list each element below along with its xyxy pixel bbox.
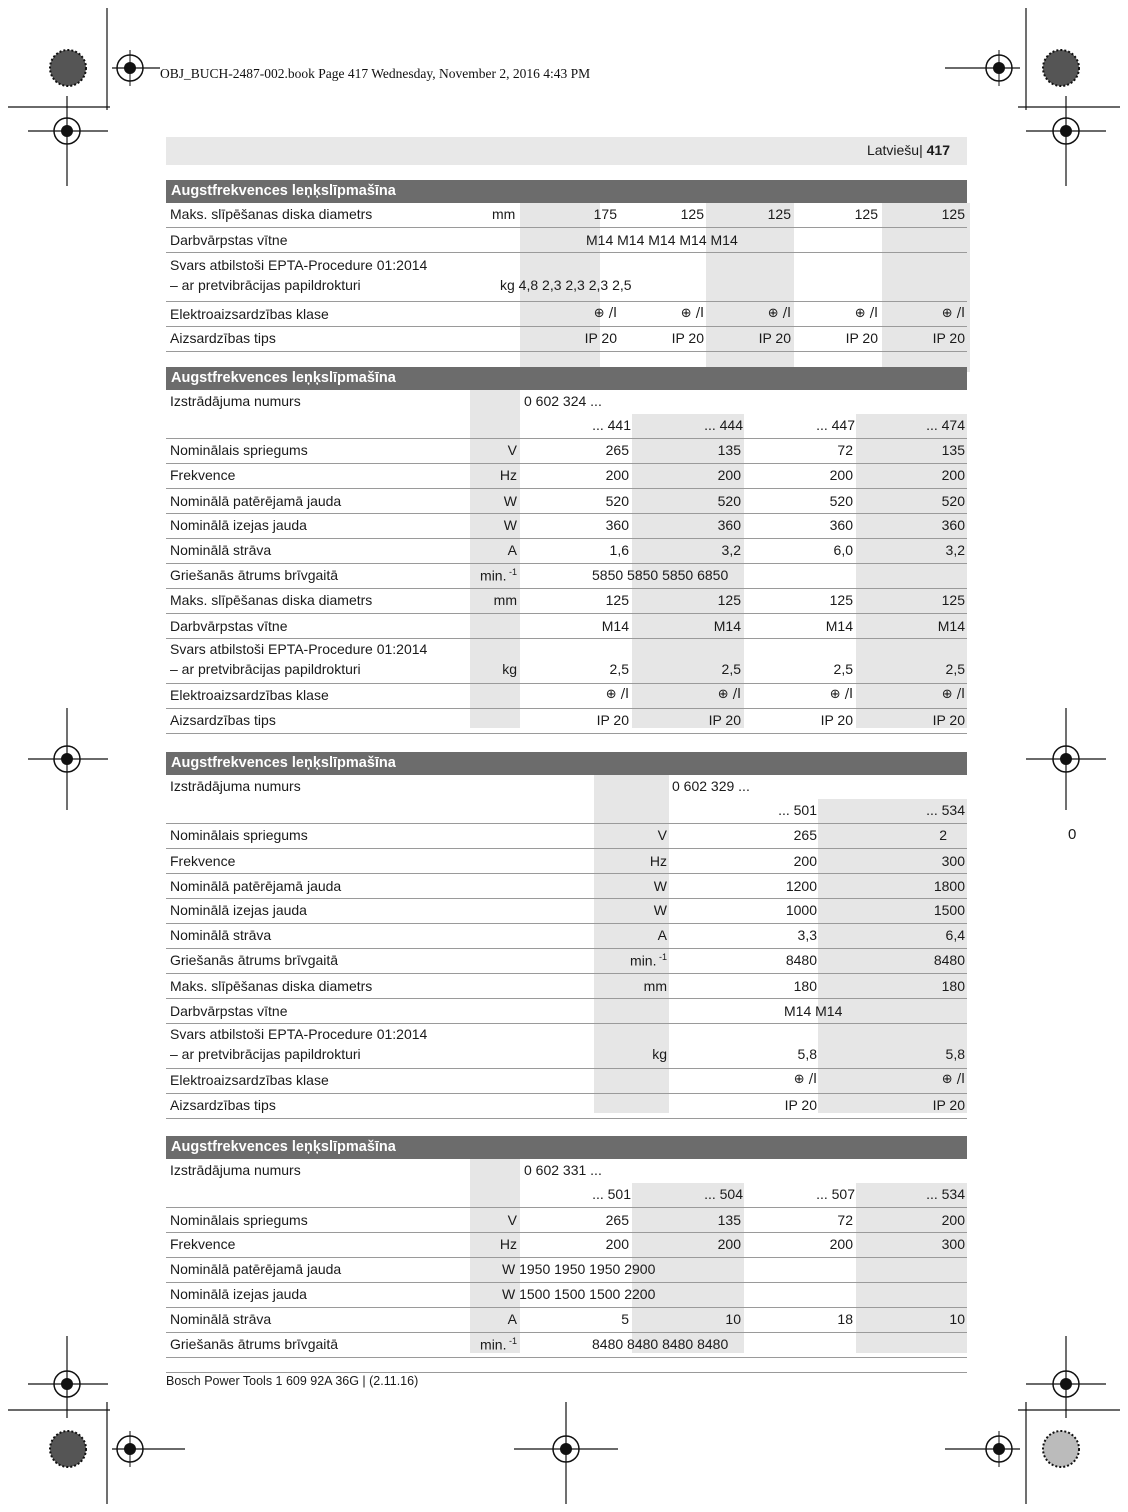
table-row (166, 824, 967, 849)
cell-values-4: 125 (941, 206, 965, 222)
table-row (166, 924, 967, 949)
table-row (166, 775, 967, 799)
cell-8-label: Svars atbilstoši EPTA-Procedure 01:2014 (170, 1026, 428, 1042)
cell-values-0: 1200 (785, 878, 817, 894)
cell-values-2: 2,5 (833, 661, 853, 677)
cell-0-label: Nominālais spriegums (170, 442, 308, 458)
cell-2-label: Nominālā patērējamā jauda (170, 493, 342, 509)
table-row (166, 564, 967, 589)
table-row (166, 974, 967, 999)
cell-10-label: Aizsardzības tips (170, 712, 276, 728)
cell-values-3: 3,2 (945, 542, 965, 558)
table-title: Augstfrekvences leņķslīpmašīna (166, 752, 967, 775)
table-row (166, 949, 967, 974)
cell-values-0: 265 (793, 827, 817, 843)
cell-values-1: 125 (717, 592, 741, 608)
cell-values-1: 520 (717, 493, 741, 509)
table-row (166, 709, 967, 734)
cell-0-unit: V (507, 1212, 517, 1228)
cell-values-1: IP 20 (671, 330, 704, 346)
table-row (166, 203, 967, 228)
cell-values-1: 300 (941, 853, 965, 869)
cell-values-3: 200 (941, 467, 965, 483)
cell-1-unit: Hz (499, 1236, 517, 1252)
table-row (166, 1069, 967, 1094)
table-row (166, 614, 967, 639)
cell-values-3: 300 (941, 1236, 965, 1252)
cell-values-1: 5,8 (945, 1046, 965, 1062)
cell-values-0: kg 4,8 2,3 2,3 2,3 2,5 (500, 277, 632, 293)
cell-values-0: M14 M14 (784, 1003, 843, 1019)
table-title: Augstfrekvences leņķslīpmašīna (166, 180, 967, 203)
cell-5-unit: min. $^{-1}$ (480, 567, 517, 584)
cell-values-0: 265 (605, 442, 629, 458)
page-number: 417 (926, 142, 950, 158)
cell-values-0: 5 (621, 1311, 629, 1327)
cell-4-label: Aizsardzības tips (170, 330, 276, 346)
cell-values-1: ⊕ /I (717, 687, 741, 702)
table-row (166, 539, 967, 564)
cell-9-label: Elektroaizsardzības klase (170, 1072, 329, 1088)
cell-values-2: 72 (837, 1212, 853, 1228)
cell-values-2: 72 (837, 442, 853, 458)
cell-models-3: ... 474 (926, 417, 965, 433)
cell-4-unit: A (507, 542, 517, 558)
cell-6-unit: mm (643, 978, 667, 994)
cell-2-label2: – ar pretvibrācijas papildrokturi (170, 277, 361, 293)
table-row (166, 489, 967, 514)
cell-6-label: Maks. slīpēšanas diska diametrs (170, 592, 373, 608)
cell-values-0: ⊕ /I (593, 306, 617, 321)
table-title: Augstfrekvences leņķslīpmašīna (166, 1136, 967, 1159)
cell-1-unit: Hz (499, 467, 517, 483)
cell-values-4: IP 20 (932, 330, 965, 346)
cell-values-1: 1500 (933, 902, 965, 918)
cell-4-unit: A (657, 927, 667, 943)
cell-1-unit: Hz (649, 853, 667, 869)
table-row (166, 414, 967, 439)
cell-values-3: ⊕ /I (941, 687, 965, 702)
cell-3-unit: W (653, 902, 667, 918)
cell-3-unit: W (503, 517, 517, 533)
table-row (166, 874, 967, 899)
cell-3-label: Nominālā izejas jauda (170, 517, 307, 533)
cell-values-3: ⊕ /I (854, 306, 878, 321)
cell-values-0: W 1500 1500 1500 2200 (502, 1286, 656, 1302)
table-row (166, 799, 967, 824)
cell-2-unit: W (503, 493, 517, 509)
cell-models-1: ... 504 (704, 1186, 743, 1202)
table-row (166, 589, 967, 614)
cell-values-0: 2,5 (609, 661, 629, 677)
cell-5-unit: min. $^{-1}$ (630, 952, 667, 969)
cell-values-0: 180 (793, 978, 817, 994)
cell-values-2: 6,0 (833, 542, 853, 558)
cell-models-1: ... 444 (704, 417, 743, 433)
unit-exponent: -1 (506, 567, 517, 577)
table-row (166, 999, 967, 1024)
cell-5-label: Griešanās ātrums brīvgaitā (170, 567, 339, 583)
cell-values-0: 265 (605, 1212, 629, 1228)
table-row (166, 1283, 967, 1308)
cell-1-label: Frekvence (170, 853, 236, 869)
cell-values-1: IP 20 (932, 1097, 965, 1113)
cell-1-label: Darbvārpstas vītne (170, 232, 288, 248)
spec-table-1 (166, 180, 967, 352)
cell-models-0: ... 501 (778, 802, 817, 818)
cell-values-2: 200 (829, 467, 853, 483)
table-row (166, 464, 967, 489)
cell-values-0: 8480 8480 8480 8480 (592, 1336, 729, 1352)
cell-values-1: ⊕ /I (680, 306, 704, 321)
cell-values-1: 135 (717, 442, 741, 458)
cell-values-3: IP 20 (932, 712, 965, 728)
cell-values-0: W 1950 1950 1950 2900 (502, 1261, 656, 1277)
table-row (166, 684, 967, 709)
table-row (166, 253, 967, 302)
cell-values-2: 520 (829, 493, 853, 509)
unit-exponent: -1 (506, 1336, 517, 1346)
cell-8-unit: kg (652, 1046, 667, 1062)
table-row (166, 1308, 967, 1333)
cell-models-1: ... 534 (926, 802, 965, 818)
cell-values-1: 2 (939, 827, 947, 843)
cell-values-1: 125 (680, 206, 704, 222)
cell-8-unit: kg (502, 661, 517, 677)
cell-5-label: Griešanās ātrums brīvgaitā (170, 952, 339, 968)
cell-values-0: ⊕ /I (605, 687, 629, 702)
cell-values-1: 200 (717, 467, 741, 483)
cell-values-0: 125 (605, 592, 629, 608)
cell-values-3: 125 (941, 592, 965, 608)
table-row (166, 1024, 967, 1069)
cell-values-0: 8480 (785, 952, 817, 968)
cell-values-0: 520 (605, 493, 629, 509)
cell-4-label: Nominālā strāva (170, 542, 272, 558)
cell-values-1: 6,4 (945, 927, 965, 943)
unit-exponent: -1 (656, 952, 667, 962)
table-row (166, 514, 967, 539)
cell-3-label: Nominālā izejas jauda (170, 1286, 307, 1302)
cell-values-0: 5850 5850 5850 6850 (592, 567, 729, 583)
table-row (166, 1233, 967, 1258)
cell-values-1: 200 (717, 1236, 741, 1252)
cell-values-0: 200 (605, 1236, 629, 1252)
cell-values-3: 200 (941, 1212, 965, 1228)
cell-1-productbase: 0 602 324 ... (524, 393, 602, 409)
cell-values-1: 8480 (933, 952, 965, 968)
cell-values-3: 125 (854, 206, 878, 222)
cell-5-unit: min. $^{-1}$ (480, 1336, 517, 1353)
cell-2-unit: W (653, 878, 667, 894)
cell-values-0: 1,6 (609, 542, 629, 558)
cell-values-0: 200 (793, 853, 817, 869)
table-row (166, 439, 967, 464)
table-row (166, 639, 967, 684)
cell-3-label: Nominālā izejas jauda (170, 902, 307, 918)
cell-values-1: 135 (717, 1212, 741, 1228)
cell-0-label: Nominālais spriegums (170, 1212, 308, 1228)
table-row (166, 1208, 967, 1233)
cell-8-label2: – ar pretvibrācijas papildrokturi (170, 661, 361, 677)
cell-values-1: 2,5 (721, 661, 741, 677)
cell-8-label: Svars atbilstoši EPTA-Procedure 01:2014 (170, 641, 428, 657)
cell-values-2: 200 (829, 1236, 853, 1252)
cell-values-2: IP 20 (758, 330, 791, 346)
cell-values-2: IP 20 (820, 712, 853, 728)
cell-values-0: M14 M14 M14 M14 M14 (586, 232, 738, 248)
spec-table-2 (166, 367, 967, 734)
cell-2-productbase: 0 602 329 ... (672, 778, 750, 794)
cell-values-3: 10 (949, 1311, 965, 1327)
cell-4-label: Nominālā strāva (170, 1311, 272, 1327)
spec-table-4 (166, 1136, 967, 1358)
cell-2-productlabel: Izstrādājuma numurs (170, 778, 301, 794)
cell-values-3: 135 (941, 442, 965, 458)
cell-models-0: ... 501 (592, 1186, 631, 1202)
cell-9-label: Elektroaizsardzības klase (170, 687, 329, 703)
cell-values-0: 175 (593, 206, 617, 222)
cell-values-0: ⊕ /I (793, 1072, 817, 1087)
cell-values-4: ⊕ /I (941, 306, 965, 321)
cell-1-label: Frekvence (170, 467, 236, 483)
cell-3-productlabel: Izstrādājuma numurs (170, 1162, 301, 1178)
cell-1-productlabel: Izstrādājuma numurs (170, 393, 301, 409)
cell-values-1: 360 (717, 517, 741, 533)
cell-values-2: ⊕ /I (829, 687, 853, 702)
cell-values-1: ⊕ /I (941, 1072, 965, 1087)
cell-values-3: 2,5 (945, 661, 965, 677)
cell-values-1: 3,2 (721, 542, 741, 558)
cell-values-2: 125 (767, 206, 791, 222)
cell-6-label: Maks. slīpēšanas diska diametrs (170, 978, 373, 994)
footer-divider (166, 1372, 967, 1373)
cell-values-2: M14 (825, 618, 853, 634)
table-row (166, 849, 967, 874)
table-row (166, 327, 967, 352)
cell-values-2: 125 (829, 592, 853, 608)
cell-0-unit: V (657, 827, 667, 843)
cell-models-2: ... 507 (816, 1186, 855, 1202)
header-separator: | (919, 142, 923, 158)
cell-2-label: Nominālā patērējamā jauda (170, 878, 342, 894)
table-row (166, 302, 967, 327)
cell-models-2: ... 447 (816, 417, 855, 433)
cell-values-2: 360 (829, 517, 853, 533)
cell-10-label: Aizsardzības tips (170, 1097, 276, 1113)
cell-0-label: Nominālais spriegums (170, 827, 308, 843)
page-footer: Bosch Power Tools 1 609 92A 36G | (2.11.16) (166, 1374, 419, 1388)
cell-2-label: Nominālā patērējamā jauda (170, 1261, 342, 1277)
cell-models-3: ... 534 (926, 1186, 965, 1202)
cell-values-3: 520 (941, 493, 965, 509)
table-row (166, 1333, 967, 1358)
language-label: Latviešu (866, 142, 920, 158)
cell-4-unit: A (507, 1311, 517, 1327)
cell-models-0: ... 441 (592, 417, 631, 433)
cell-7-label: Darbvārpstas vītne (170, 1003, 288, 1019)
cell-5-label: Griešanās ātrums brīvgaitā (170, 1336, 339, 1352)
cell-0-unit: V (507, 442, 517, 458)
table-row (166, 899, 967, 924)
cell-values-1: M14 (713, 618, 741, 634)
cell-3-label: Elektroaizsardzības klase (170, 306, 329, 322)
cell-6-unit: mm (493, 592, 517, 608)
cell-7-label: Darbvārpstas vītne (170, 618, 288, 634)
cell-1-label: Frekvence (170, 1236, 236, 1252)
cell-values-0: 5,8 (797, 1046, 817, 1062)
cell-values-1: 1800 (933, 878, 965, 894)
cell-values-0: M14 (601, 618, 629, 634)
table-row (166, 228, 967, 253)
cell-8-label2: – ar pretvibrācijas papildrokturi (170, 1046, 361, 1062)
page-header (867, 142, 950, 158)
stray-mark: 0 (1068, 826, 1077, 843)
cell-0-label: Maks. slīpēšanas diska diametrs (170, 206, 373, 222)
cell-2-label: Svars atbilstoši EPTA-Procedure 01:2014 (170, 257, 428, 273)
cell-values-1: 10 (725, 1311, 741, 1327)
cell-values-3: M14 (937, 618, 965, 634)
cell-0-unit: mm (492, 206, 516, 222)
cell-values-0: IP 20 (596, 712, 629, 728)
cell-values-3: 360 (941, 517, 965, 533)
cell-values-0: 3,3 (797, 927, 817, 943)
table-row (166, 1183, 967, 1208)
table-row (166, 1159, 967, 1183)
cell-values-0: 1000 (785, 902, 817, 918)
cell-values-1: 180 (941, 978, 965, 994)
cell-values-2: 18 (837, 1311, 853, 1327)
cell-values-2: ⊕ /I (767, 306, 791, 321)
table-row (166, 1258, 967, 1283)
table-row (166, 1094, 967, 1119)
table-row (166, 390, 967, 414)
cell-values-0: IP 20 (784, 1097, 817, 1113)
cell-values-0: 360 (605, 517, 629, 533)
cell-values-0: IP 20 (584, 330, 617, 346)
cell-3-productbase: 0 602 331 ... (524, 1162, 602, 1178)
cell-values-1: IP 20 (708, 712, 741, 728)
cell-4-label: Nominālā strāva (170, 927, 272, 943)
print-header: OBJ_BUCH-2487-002.book Page 417 Wednesday, November 2, 2016 4:43 PM (160, 66, 591, 81)
cell-values-3: IP 20 (845, 330, 878, 346)
cell-values-0: 200 (605, 467, 629, 483)
spec-table-3 (166, 752, 967, 1119)
page-header-bar (166, 137, 967, 165)
table-title: Augstfrekvences leņķslīpmašīna (166, 367, 967, 390)
